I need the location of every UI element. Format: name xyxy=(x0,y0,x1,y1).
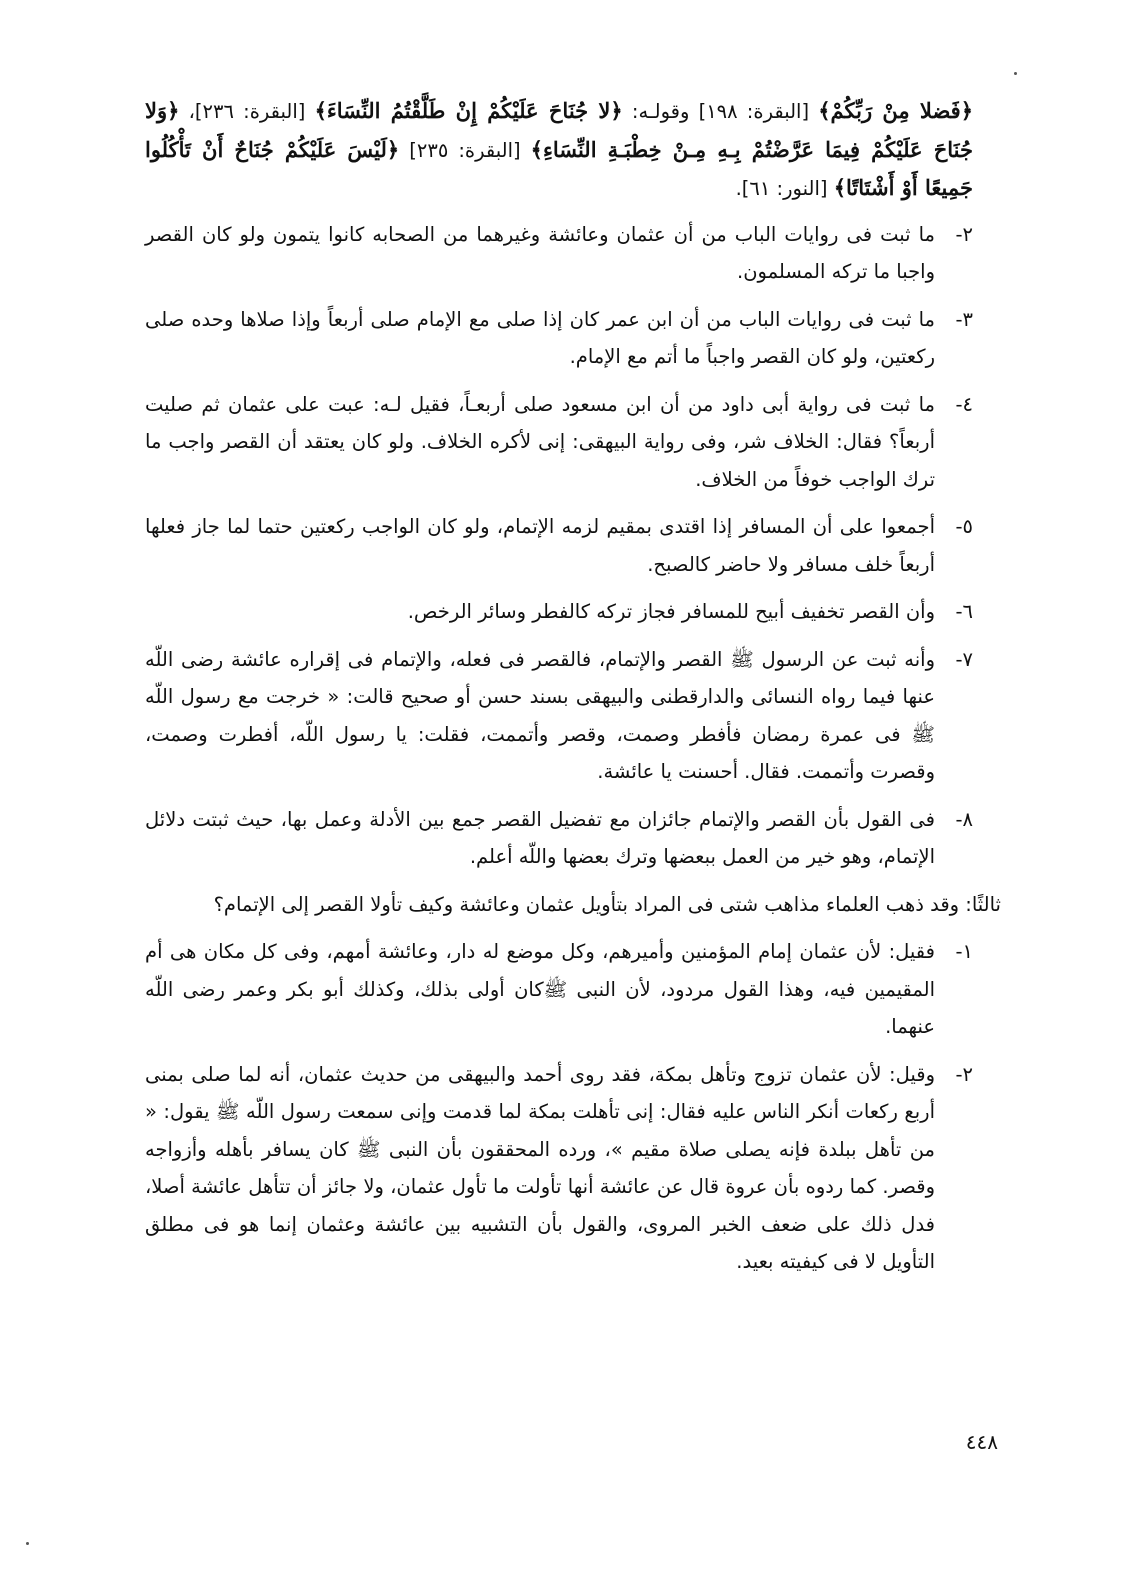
item-number: ٣- xyxy=(955,307,973,331)
item-text: ما ثبت فى روايات الباب من أن ابن عمر كان إذا صلى مع الإمام صلى أربعاً وإذا صلاها وحده صلى ركعتين، ولو كان القصر واجباً ما أتم مع الإمام. xyxy=(145,307,935,368)
verse-paragraph xyxy=(145,92,973,208)
item-number: ٧- xyxy=(955,647,973,671)
verse-reference: [النور: ٦١]. xyxy=(735,177,828,200)
verse-reference: [البقرة: ١٩٨] وقولـه: xyxy=(631,100,810,123)
quran-verse: ﴿لا جُنَاحَ عَلَيْكُمْ إِنْ طَلَّقْتُمُ النِّسَاءَ﴾ xyxy=(314,98,623,123)
item-number: ٢- xyxy=(955,1062,973,1086)
page-number: ٤٤٨ xyxy=(965,1430,998,1454)
list-item xyxy=(145,641,973,791)
list-item xyxy=(145,216,973,291)
item-text: وأنه ثبت عن الرسول ﷺ القصر والإتمام، فالقصر فى فعله، والإتمام فى إقراره عائشة رضى اللّه عنها فيما رواه النسائى والدارقطنى والبيهقى بسند حسن أو صحيح قالت: « خرجت مع رسول اللّه ﷺ فى عمرة رمضان فأفطر وصمت، وقصر وأتممت، فقلت: يا رسول اللّه، أفطرت وصمت، وقصرت وأتممت. فقال. أحسنت يا عائشة. xyxy=(145,647,935,783)
item-text: وأن القصر تخفيف أبيح للمسافر فجاز تركه كالفطر وسائر الرخص. xyxy=(407,600,935,623)
list-item xyxy=(145,1056,973,1281)
item-text: ما ثبت فى رواية أبى داود من أن ابن مسعود صلى أربعـاً، فقيل لـه: عبت على عثمان ثم صليت أربعاً؟ فقال: الخلاف شر، وفى رواية البيهقى: إنى لأكره الخلاف. ولو كان يعتقد أن القصر واجب ما ترك الواجب خوفاً من الخلاف. xyxy=(145,392,935,491)
scan-speck xyxy=(1014,72,1017,75)
section-heading: ثالثًا: وقد ذهب العلماء مذاهب شتى فى المراد بتأويل عثمان وعائشة وكيف تأولا القصر إلى الإتمام؟ xyxy=(213,892,1001,916)
item-text: وقيل: لأن عثمان تزوج وتأهل بمكة، فقد روى أحمد والبيهقى من حديث عثمان، أنه لما صلى بمنى أربع ركعات أنكر الناس عليه فقال: إنى تأهلت بمكة لما قدمت وإنى سمعت رسول اللّه ﷺ يقول: « من تأهل ببلدة فإنه يصلى صلاة مقيم »، ورده المحققون بأن النبى ﷺ كان يسافر بأهله وأزواجه وقصر. كما ردوه بأن عروة قال عن عائشة أنها تأولت ما تأول عثمان، ولا جائز أن تتأهل عائشة أصلا، فدل ذلك على ضعف الخبر المروى، والقول بأن التشبيه بين عائشة وعثمان إنما هو فى مطلق التأويل لا فى كيفيته بعيد. xyxy=(145,1062,935,1273)
page-body xyxy=(145,92,1001,1291)
verse-reference: [البقرة: ٢٣٦]، xyxy=(188,100,306,123)
quran-verse: ﴿وَلا جُنَاحَ عَلَيْكُمْ فِيمَا عَرَّضْتُمْ بِـهِ مِـنْ خِطْبَـةِ النِّسَاءِ﴾ xyxy=(145,98,973,162)
quran-verse: ﴿لَيْسَ عَلَيْكُمْ جُنَاحٌ أَنْ تَأْكُلُوا جَمِيعًا أَوْ أَشْتَاتًا﴾ xyxy=(145,136,973,200)
list-item xyxy=(145,593,973,631)
item-number: ٥- xyxy=(955,515,973,538)
list-item xyxy=(145,301,973,376)
list-item xyxy=(145,508,973,583)
list-item xyxy=(145,386,973,499)
item-number: ١- xyxy=(955,940,973,963)
item-text: فقيل: لأن عثمان إمام المؤمنين وأميرهم، وكل موضع له دار، وعائشة أمهم، وفى كل مكان هى أم المقيمين فيه، وهذا القول مردود، لأن النبى ﷺكان أولى بذلك، وكذلك أبو بكر وعمر رضى اللّه عنهما. xyxy=(145,940,935,1038)
quran-verse: ﴿فَضلا مِنْ رَبِّكُمْ﴾ xyxy=(818,98,974,123)
item-number: ٦- xyxy=(955,600,973,623)
scan-speck xyxy=(26,1542,29,1545)
list-item xyxy=(145,801,973,876)
item-number: ٤- xyxy=(955,392,973,416)
item-text: أجمعوا على أن المسافر إذا اقتدى بمقيم لزمه الإتمام، ولو كان الواجب ركعتين حتما لما جاز فعلها أربعاً خلف مسافر ولا حاضر كالصبح. xyxy=(145,515,935,576)
item-number: ٨- xyxy=(955,807,973,831)
item-text: فى القول بأن القصر والإتمام جائزان مع تفضيل القصر جمع بين الأدلة وعمل بها، حيث ثبتت دلائل الإتمام، وهو خير من العمل ببعضها وترك بعضها واللّه أعلم. xyxy=(145,807,935,868)
verse-reference: [البقرة: ٢٣٥] xyxy=(409,138,521,162)
item-number: ٢- xyxy=(955,222,973,246)
item-text: ما ثبت فى روايات الباب من أن عثمان وعائشة وغيرهما من الصحابه كانوا يتمون ولو كان القصر واجبا ما تركه المسلمون. xyxy=(145,222,935,283)
list-item xyxy=(145,933,973,1046)
